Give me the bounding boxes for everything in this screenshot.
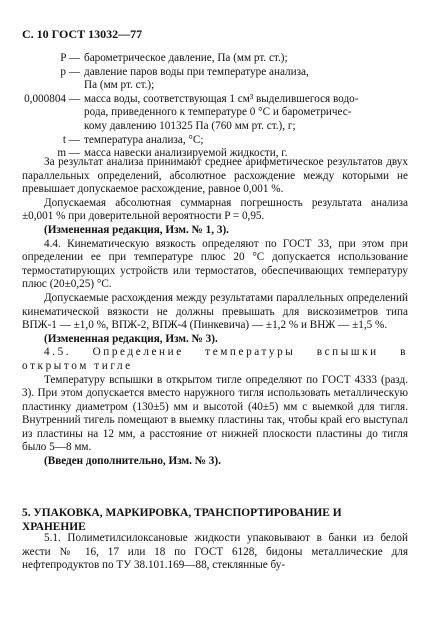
definition-row <box>22 93 408 134</box>
amendment-note: (Измененная редакция, Изм. № 3). <box>44 332 218 345</box>
definition-text <box>84 93 408 134</box>
definition-text <box>84 66 408 93</box>
paragraph: Допускаемые расхождения между результатами параллельных определений кинематической вязкости не должны превышать для вискозиметров типа ВПЖ-1 — ±1,0 %, ВПЖ-2, ВПЖ-4 (Пинкевича) — ±1,2 % и ВНЖ — ±1,5 %. <box>22 291 408 332</box>
definition-line: барометрическое давление, Па (мм рт. ст.); <box>84 52 288 64</box>
definition-line: рода, приведенного к температуре 0 °С и барометричес- <box>84 106 352 119</box>
subsection-heading: 4.5. Определение температуры вспышки в открытом тигле <box>22 346 408 372</box>
definition-symbol: t — <box>62 133 80 146</box>
page-header: С. 10 ГОСТ 13032—77 <box>22 27 143 41</box>
definition-text <box>84 52 408 66</box>
paragraph: За результат анализа принимают среднее арифметическое результатов двух параллельных определений, абсолютное расхождение между которыми не превышает допускаемое расхождение, равное 0,001 %. <box>22 156 408 196</box>
section-title: 5. УПАКОВКА, МАРКИРОВКА, ТРАНСПОРТИРОВАНИЕ И ХРАНЕНИЕ <box>22 507 342 533</box>
definition-line: масса воды, соответствующая 1 см³ выделившегося водо- <box>84 92 359 105</box>
definition-text <box>84 134 408 148</box>
definition-line: температура анализа, °С; <box>84 133 204 146</box>
definition-row <box>22 134 408 148</box>
paragraph: Температуру вспышки в открытом тигле определяют по ГОСТ 4333 (разд. 3). При этом допускается вместо наружного тигля использовать металлическую пластинку диаметром (130±5) мм и высотой (40±5) мм с выемкой для тигля. Внутренний тигель помещают в выемку пластины так, чтобы край его выступал из пластины на 12 мм, а расстояние от нижней плоскости пластины до тигля было 5—8 мм. <box>22 373 408 454</box>
section-body <box>22 532 408 573</box>
definition-line: давление паров воды при температуре анализа, <box>84 65 309 78</box>
definition-row <box>22 52 408 66</box>
definition-symbol: 0,000804 — <box>24 92 80 105</box>
definition-line: масса навески анализируемой жидкости, г. <box>84 147 288 160</box>
definition-symbol: P — <box>60 52 80 64</box>
definition-line: кому давлению 101325 Па (760 мм рт. ст.), г; <box>84 119 296 132</box>
paragraph: 4.4. Кинематическую вязкость определяют по ГОСТ 33, при этом при определении ее при температуре плюс 20 °С допускается использование термостатирующих устройств или термостатов, обеспечивающих температуру плюс (20±0,25) °С. <box>22 237 408 291</box>
amendment-note: (Измененная редакция, Изм. № 1, 3). <box>44 223 229 236</box>
amendment-note: (Введен дополнительно, Изм. № 3). <box>44 455 221 468</box>
definition-line: Па (мм рт. ст.); <box>84 79 155 92</box>
variable-definitions <box>22 52 408 161</box>
paragraph: 5.1. Полиметилсилоксановые жидкости упаковывают в банки из белой жести № 16, 17 или 18 по ГОСТ 6128, бидоны металлические для нефтепродуктов по ТУ 38.101.169—88, стеклянные бу- <box>22 532 408 572</box>
definition-symbol: p — <box>60 65 80 78</box>
document-body <box>22 156 408 469</box>
definition-symbol: m — <box>57 147 80 160</box>
definition-row <box>22 66 408 93</box>
paragraph: Допускаемая абсолютная суммарная погрешность результата анализа ±0,001 % при доверительной вероятности P = 0,95. <box>22 196 408 223</box>
